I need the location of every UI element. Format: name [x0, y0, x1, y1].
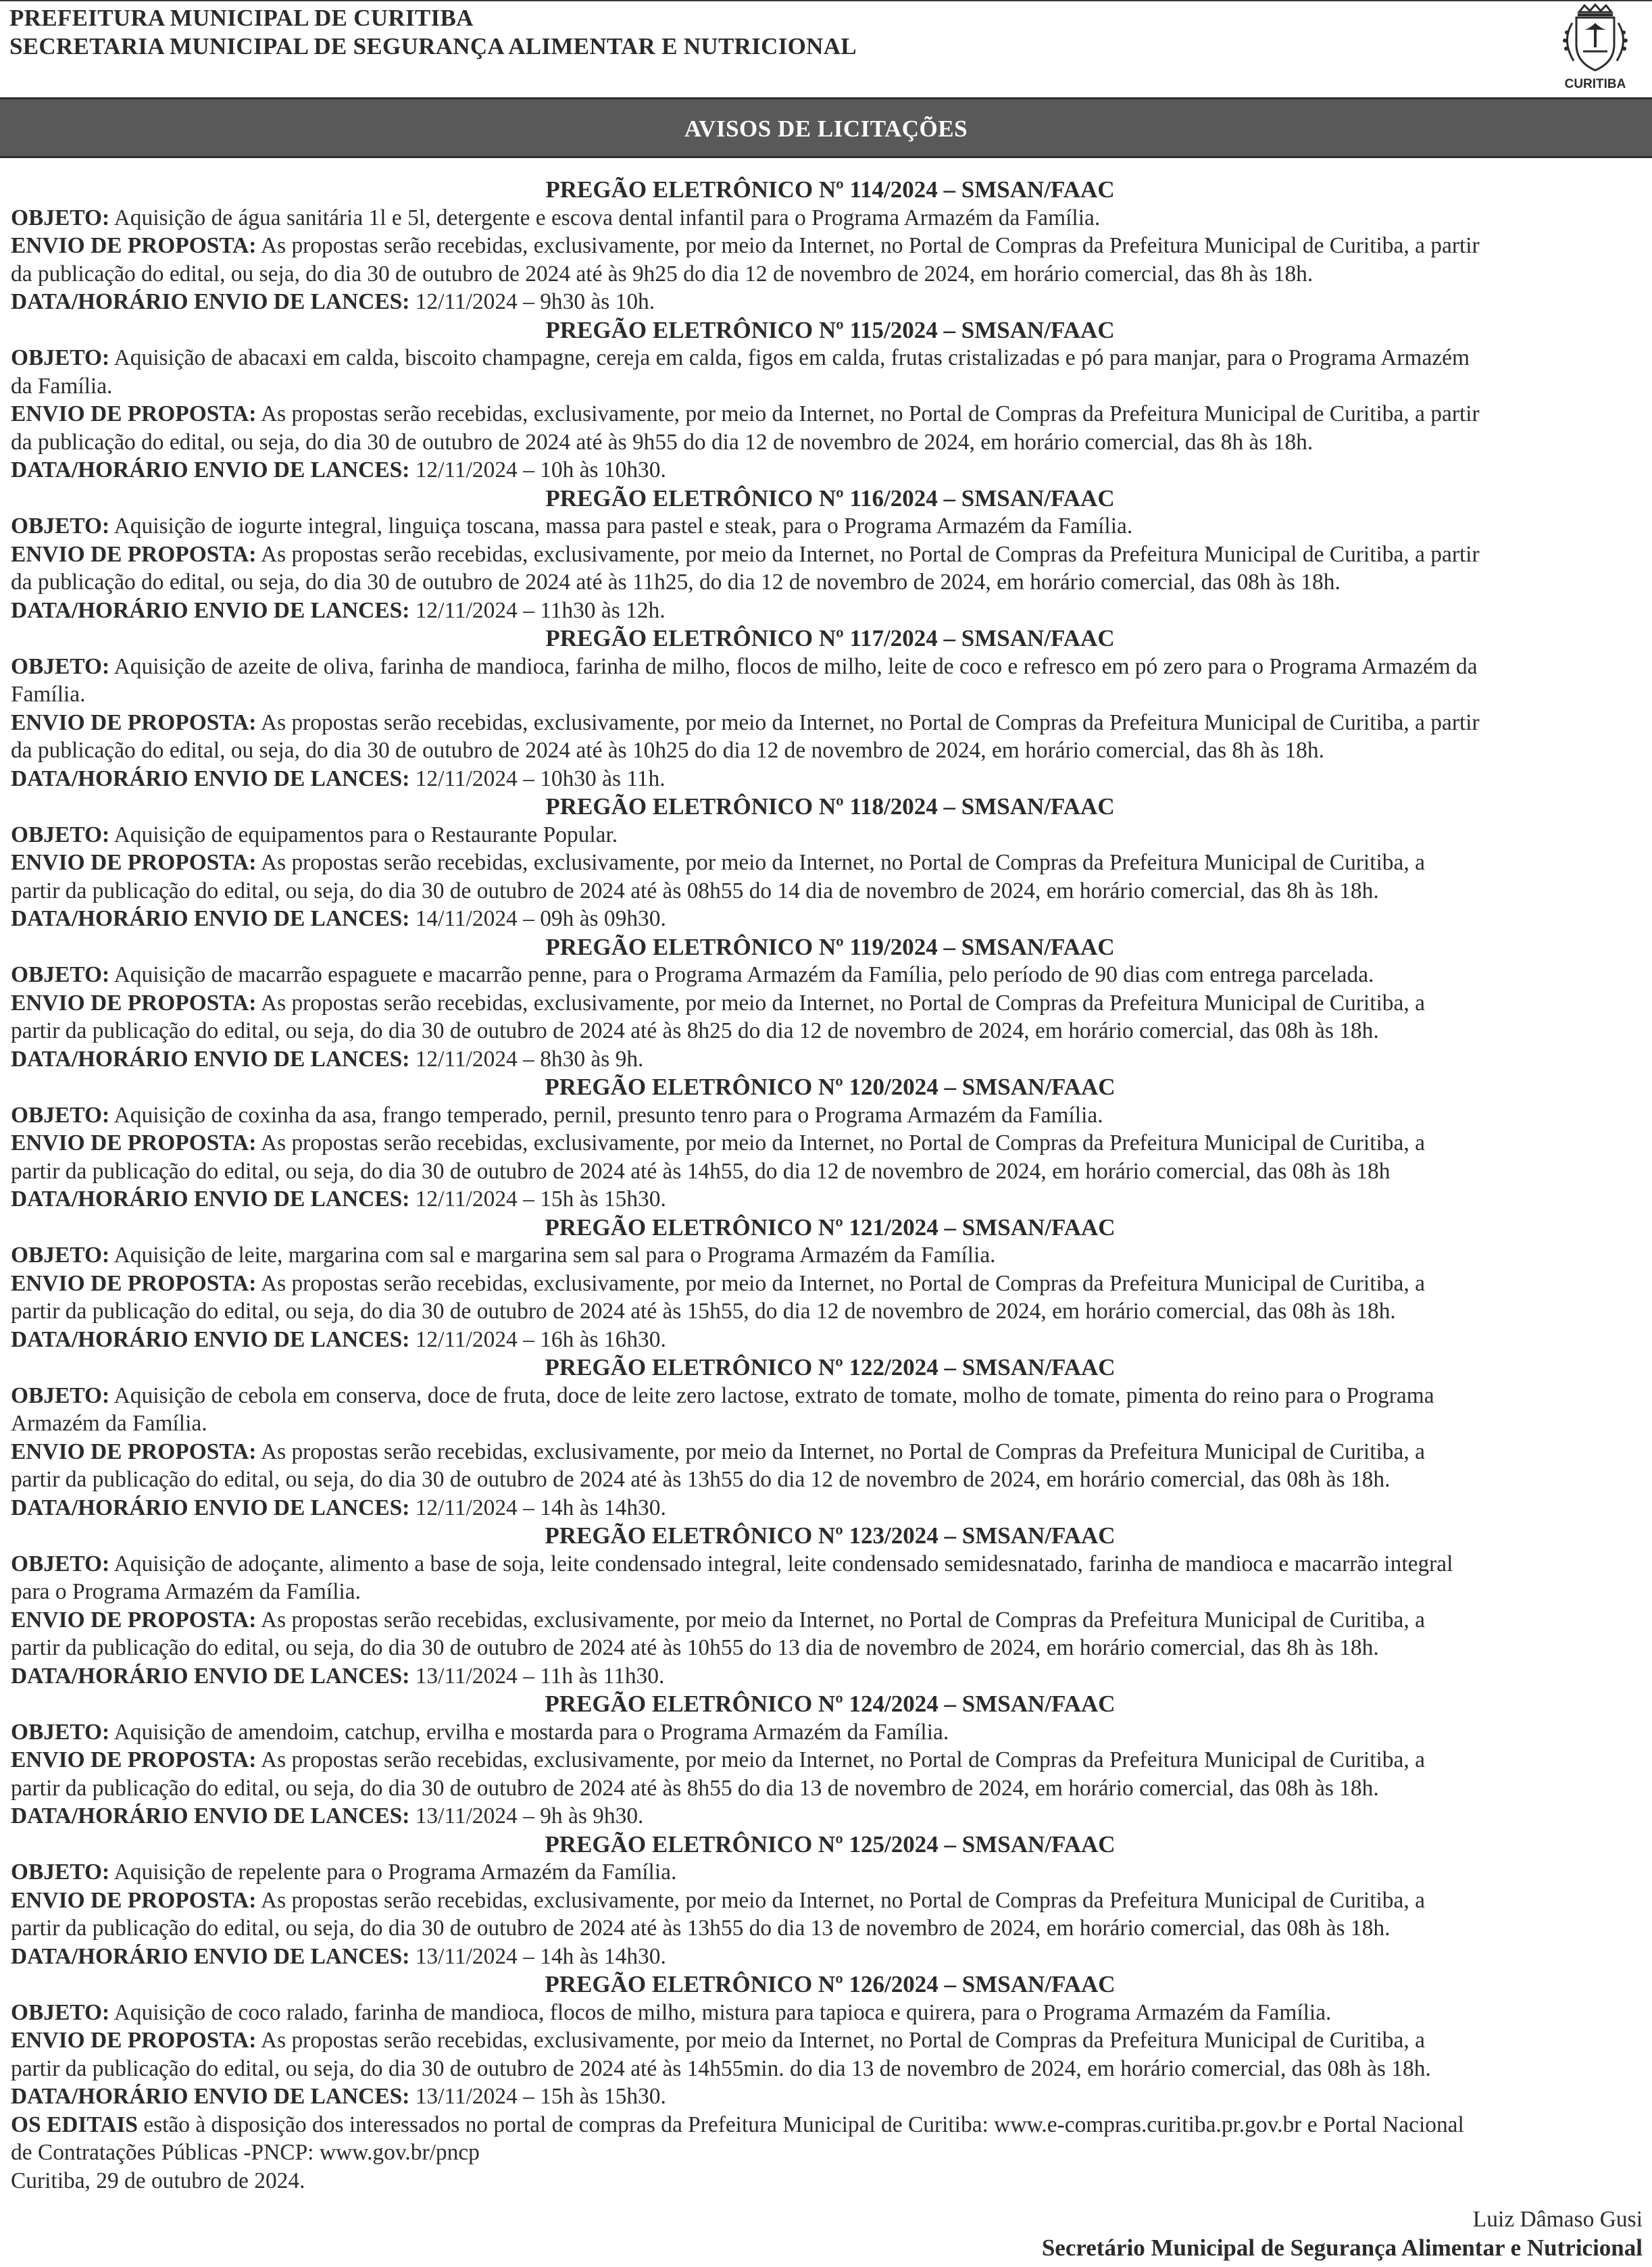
- envio-text: As propostas serão recebidas, exclusivamente, por meio da Internet, no Portal de Compras da Prefeitura Municipal de Curitiba, a: [260, 1747, 1425, 1772]
- envio-line: [11, 1297, 1646, 1326]
- envio-label: ENVIO DE PROPOSTA:: [11, 401, 257, 426]
- envio-text: As propostas serão recebidas, exclusivamente, por meio da Internet, no Portal de Compras da Prefeitura Municipal de Curitiba, a: [260, 850, 1425, 875]
- envio-label: ENVIO DE PROPOSTA:: [11, 1130, 257, 1155]
- lances-line: [11, 765, 1646, 793]
- notice-block: [11, 624, 1649, 793]
- objeto-label: OBJETO:: [11, 1551, 110, 1576]
- signatory-name: Luiz Dâmaso Gusi: [1472, 2207, 1643, 2232]
- envio-text: As propostas serão recebidas, exclusivamente, por meio da Internet, no Portal de Compras da Prefeitura Municipal de Curitiba, a: [260, 1887, 1425, 1913]
- objeto-text: Aquisição de equipamentos para o Restaurante Popular.: [114, 822, 618, 847]
- notice-title: PREGÃO ELETRÔNICO Nº 119/2024 – SMSAN/FAAC: [545, 933, 1115, 960]
- page-header: [9, 4, 857, 61]
- objeto-line: [11, 1101, 1646, 1130]
- notices-content: [11, 176, 1649, 2195]
- curitiba-logo: [1551, 3, 1639, 96]
- envio-text: partir da publicação do edital, ou seja, do dia 30 de outubro de 2024 até às 13h55 do dia 12 de novembro de 2024, em horário comercial, das 08h às 18h.: [11, 1467, 1391, 1492]
- objeto-line: [11, 512, 1646, 541]
- lances-label: DATA/HORÁRIO ENVIO DE LANCES:: [11, 2084, 410, 2109]
- objeto-line: [11, 1241, 1646, 1270]
- envio-line: [11, 1157, 1646, 1186]
- envio-label: ENVIO DE PROPOSTA:: [11, 990, 257, 1016]
- notice-title: PREGÃO ELETRÔNICO Nº 114/2024 – SMSAN/FAAC: [545, 176, 1115, 203]
- notice-title: PREGÃO ELETRÔNICO Nº 115/2024 – SMSAN/FAAC: [545, 316, 1115, 343]
- envio-line: [11, 709, 1646, 737]
- envio-text: partir da publicação do edital, ou seja, do dia 30 de outubro de 2024 até às 08h55 do 14 dia de novembro de 2024, em horário comercial, das 8h às 18h.: [11, 878, 1379, 903]
- notice-block: [11, 1073, 1649, 1214]
- objeto-label: OBJETO:: [11, 653, 110, 679]
- lances-label: DATA/HORÁRIO ENVIO DE LANCES:: [11, 1943, 410, 1969]
- lances-line: [11, 456, 1646, 484]
- objeto-text: Família.: [11, 682, 86, 707]
- envio-line: [11, 989, 1646, 1018]
- notice-block: [11, 793, 1649, 933]
- envio-text: As propostas serão recebidas, exclusivamente, por meio da Internet, no Portal de Compras da Prefeitura Municipal de Curitiba, a: [260, 1607, 1425, 1633]
- lances-line: [11, 1045, 1646, 1074]
- objeto-text: Aquisição de iogurte integral, linguiça toscana, massa para pastel e steak, para o Programa Armazém da Família.: [114, 514, 1133, 539]
- lances-line: [11, 1943, 1646, 1971]
- notice-block: [11, 1353, 1649, 1522]
- lances-label: DATA/HORÁRIO ENVIO DE LANCES:: [11, 1187, 410, 1212]
- envio-text: As propostas serão recebidas, exclusivamente, por meio da Internet, no Portal de Compras da Prefeitura Municipal de Curitiba, a partir: [260, 541, 1480, 567]
- lances-text: 12/11/2024 – 14h às 14h30.: [415, 1495, 666, 1520]
- objeto-label: OBJETO:: [11, 962, 110, 987]
- envio-line: [11, 1606, 1646, 1635]
- lances-line: [11, 1662, 1646, 1691]
- objeto-line: [11, 204, 1646, 232]
- objeto-label: OBJETO:: [11, 1999, 110, 2025]
- envio-label: ENVIO DE PROPOSTA:: [11, 541, 257, 567]
- objeto-line: [11, 680, 1646, 709]
- objeto-label: OBJETO:: [11, 1860, 110, 1885]
- envio-line: [11, 2055, 1646, 2083]
- lances-text: 12/11/2024 – 15h às 15h30.: [415, 1187, 666, 1212]
- objeto-text: Aquisição de adoçante, alimento a base de soja, leite condensado integral, leite condensado semidesnatado, farinha de mandioca e macarrão integral: [114, 1551, 1453, 1576]
- lances-label: DATA/HORÁRIO ENVIO DE LANCES:: [11, 457, 410, 482]
- envio-text: As propostas serão recebidas, exclusivamente, por meio da Internet, no Portal de Compras da Prefeitura Municipal de Curitiba, a: [260, 990, 1425, 1016]
- logo-wordmark: CURITIBA: [1564, 77, 1626, 91]
- lances-label: DATA/HORÁRIO ENVIO DE LANCES:: [11, 1326, 410, 1352]
- objeto-text: Aquisição de água sanitária 1l e 5l, detergente e escova dental infantil para o Programa Armazém da Família.: [114, 205, 1101, 230]
- lances-label: DATA/HORÁRIO ENVIO DE LANCES:: [11, 597, 410, 623]
- notice-title: PREGÃO ELETRÔNICO Nº 120/2024 – SMSAN/FAAC: [545, 1074, 1116, 1100]
- objeto-label: OBJETO:: [11, 514, 110, 539]
- envio-text: As propostas serão recebidas, exclusivamente, por meio da Internet, no Portal de Compras da Prefeitura Municipal de Curitiba, a partir: [260, 709, 1480, 735]
- lances-label: DATA/HORÁRIO ENVIO DE LANCES:: [11, 906, 410, 931]
- envio-line: [11, 1017, 1646, 1045]
- notice-block: [11, 1690, 1649, 1830]
- objeto-label: OBJETO:: [11, 205, 110, 230]
- signature-block: [1042, 2206, 1643, 2262]
- envio-label: ENVIO DE PROPOSTA:: [11, 1887, 257, 1913]
- lances-line: [11, 1494, 1646, 1522]
- envio-line: [11, 260, 1646, 289]
- envio-text: da publicação do edital, ou seja, do dia 30 de outubro de 2024 até às 10h25 do dia 12 de novembro de 2024, em horário comercial, das 8h às 18h.: [11, 738, 1324, 763]
- objeto-label: OBJETO:: [11, 822, 110, 847]
- envio-label: ENVIO DE PROPOSTA:: [11, 709, 257, 735]
- objeto-text: Aquisição de azeite de oliva, farinha de mandioca, farinha de milho, flocos de milho, leite de coco e refresco em pó zero para o Programa Armazém da: [114, 653, 1478, 679]
- envio-text: As propostas serão recebidas, exclusivamente, por meio da Internet, no Portal de Compras da Prefeitura Municipal de Curitiba, a partir: [260, 233, 1480, 258]
- objeto-label: OBJETO:: [11, 1382, 110, 1408]
- notice-block: [11, 1830, 1649, 1971]
- lances-label: DATA/HORÁRIO ENVIO DE LANCES:: [11, 1663, 410, 1689]
- lances-label: DATA/HORÁRIO ENVIO DE LANCES:: [11, 289, 410, 314]
- notice-title: PREGÃO ELETRÔNICO Nº 118/2024 – SMSAN/FAAC: [545, 793, 1115, 820]
- envio-label: ENVIO DE PROPOSTA:: [11, 850, 257, 875]
- objeto-text: Aquisição de coxinha da asa, frango temperado, pernil, presunto tenro para o Programa Armazém da Família.: [114, 1102, 1103, 1128]
- envio-label: ENVIO DE PROPOSTA:: [11, 1439, 257, 1464]
- envio-line: [11, 1746, 1646, 1774]
- objeto-label: OBJETO:: [11, 1719, 110, 1745]
- envio-line: [11, 1438, 1646, 1466]
- envio-text: partir da publicação do edital, ou seja, do dia 30 de outubro de 2024 até às 14h55min. do dia 13 de novembro de 2024, em horário comercial, das 08h às 18h.: [11, 2056, 1431, 2081]
- objeto-label: OBJETO:: [11, 1243, 110, 1268]
- lances-text: 14/11/2024 – 09h às 09h30.: [415, 906, 666, 931]
- envio-line: [11, 1129, 1646, 1157]
- lances-line: [11, 288, 1646, 316]
- envio-label: ENVIO DE PROPOSTA:: [11, 1270, 257, 1296]
- envio-line: [11, 877, 1646, 905]
- section-banner: [0, 97, 1652, 158]
- lances-text: 12/11/2024 – 11h30 às 12h.: [415, 597, 666, 623]
- envio-line: [11, 1634, 1646, 1662]
- objeto-line: [11, 653, 1646, 681]
- envio-line: [11, 1914, 1646, 1943]
- lances-line: [11, 1326, 1646, 1354]
- envio-text: partir da publicação do edital, ou seja, do dia 30 de outubro de 2024 até às 8h25 do dia 12 de novembro de 2024, em horário comercial, das 08h às 18h.: [11, 1018, 1379, 1043]
- envio-text: As propostas serão recebidas, exclusivamente, por meio da Internet, no Portal de Compras da Prefeitura Municipal de Curitiba, a: [260, 1270, 1425, 1296]
- envio-text: partir da publicação do edital, ou seja, do dia 30 de outubro de 2024 até às 8h55 do dia 13 de novembro de 2024, em horário comercial, das 08h às 18h.: [11, 1775, 1379, 1801]
- envio-line: [11, 1774, 1646, 1803]
- envio-text: partir da publicação do edital, ou seja, do dia 30 de outubro de 2024 até às 15h55, do dia 12 de novembro de 2024, em horário comercial, das 08h às 18h.: [11, 1299, 1396, 1324]
- objeto-line: [11, 1858, 1646, 1887]
- notice-title: PREGÃO ELETRÔNICO Nº 117/2024 – SMSAN/FAAC: [545, 625, 1115, 651]
- envio-text: partir da publicação do edital, ou seja, do dia 30 de outubro de 2024 até às 10h55 do 13 dia de novembro de 2024, em horário comercial, das 8h às 18h.: [11, 1635, 1379, 1660]
- editais-line: [11, 2111, 1646, 2139]
- envio-line: [11, 428, 1646, 457]
- envio-line: [11, 400, 1646, 428]
- lances-label: DATA/HORÁRIO ENVIO DE LANCES:: [11, 1495, 410, 1520]
- banner-title: AVISOS DE LICITAÇÕES: [684, 116, 968, 142]
- lances-text: 13/11/2024 – 11h às 11h30.: [415, 1663, 665, 1689]
- envio-line: [11, 232, 1646, 260]
- objeto-line: [11, 1550, 1646, 1578]
- lances-text: 13/11/2024 – 14h às 14h30.: [415, 1943, 666, 1969]
- top-rule: [0, 0, 1652, 1]
- notice-title: PREGÃO ELETRÔNICO Nº 122/2024 – SMSAN/FAAC: [545, 1354, 1116, 1380]
- objeto-text: da Família.: [11, 373, 113, 399]
- envio-line: [11, 1887, 1646, 1915]
- lances-text: 13/11/2024 – 15h às 15h30.: [415, 2084, 666, 2109]
- lances-text: 13/11/2024 – 9h às 9h30.: [415, 1803, 644, 1828]
- envio-text: As propostas serão recebidas, exclusivamente, por meio da Internet, no Portal de Compras da Prefeitura Municipal de Curitiba, a: [260, 1130, 1425, 1155]
- lances-text: 12/11/2024 – 9h30 às 10h.: [415, 289, 655, 314]
- editais-line: [11, 2139, 1646, 2167]
- notice-block: [11, 933, 1649, 1074]
- editais-text: de Contratações Públicas -PNCP: www.gov.br/pncp: [11, 2140, 480, 2165]
- objeto-text: Aquisição de repelente para o Programa Armazém da Família.: [114, 1860, 677, 1885]
- lances-line: [11, 1802, 1646, 1830]
- objeto-text: Armazém da Família.: [11, 1411, 207, 1436]
- lances-line: [11, 597, 1646, 625]
- notice-title: PREGÃO ELETRÔNICO Nº 126/2024 – SMSAN/FAAC: [545, 1971, 1116, 1997]
- notice-title: PREGÃO ELETRÔNICO Nº 121/2024 – SMSAN/FAAC: [545, 1214, 1116, 1241]
- envio-text: As propostas serão recebidas, exclusivamente, por meio da Internet, no Portal de Compras da Prefeitura Municipal de Curitiba, a partir: [260, 401, 1480, 426]
- notice-title: PREGÃO ELETRÔNICO Nº 125/2024 – SMSAN/FAAC: [545, 1830, 1116, 1858]
- notice-block: [11, 176, 1649, 316]
- lances-text: 12/11/2024 – 16h às 16h30.: [415, 1326, 666, 1352]
- objeto-text: Aquisição de abacaxi em calda, biscoito champagne, cereja em calda, figos em calda, frutas cristalizadas e pó para manjar, para o Programa Armazém: [114, 345, 1470, 370]
- notice-title: PREGÃO ELETRÔNICO Nº 123/2024 – SMSAN/FAAC: [545, 1522, 1116, 1549]
- envio-label: ENVIO DE PROPOSTA:: [11, 1607, 257, 1633]
- objeto-line: [11, 961, 1646, 989]
- lances-label: DATA/HORÁRIO ENVIO DE LANCES:: [11, 1803, 410, 1828]
- lances-line: [11, 2083, 1646, 2111]
- objeto-text: Aquisição de leite, margarina com sal e margarina sem sal para o Programa Armazém da Família.: [114, 1243, 996, 1268]
- objeto-line: [11, 1718, 1646, 1747]
- notice-block: [11, 484, 1649, 625]
- notice-title: PREGÃO ELETRÔNICO Nº 116/2024 – SMSAN/FAAC: [545, 484, 1115, 512]
- objeto-line: [11, 1382, 1646, 1410]
- envio-text: As propostas serão recebidas, exclusivamente, por meio da Internet, no Portal de Compras da Prefeitura Municipal de Curitiba, a: [260, 2028, 1425, 2053]
- envio-line: [11, 568, 1646, 597]
- objeto-line: [11, 1410, 1646, 1438]
- envio-line: [11, 1466, 1646, 1494]
- envio-line: [11, 737, 1646, 765]
- lances-text: 12/11/2024 – 10h às 10h30.: [415, 457, 666, 482]
- envio-line: [11, 2026, 1646, 2055]
- envio-label: ENVIO DE PROPOSTA:: [11, 2028, 257, 2053]
- lances-text: 12/11/2024 – 10h30 às 11h.: [415, 766, 666, 791]
- envio-text: da publicação do edital, ou seja, do dia 30 de outubro de 2024 até às 9h25 do dia 12 de novembro de 2024, em horário comercial, das 8h às 18h.: [11, 261, 1313, 287]
- envio-line: [11, 849, 1646, 877]
- coat-of-arms-icon: [1557, 3, 1633, 76]
- notice-block: [11, 316, 1649, 484]
- lances-line: [11, 1185, 1646, 1214]
- lances-label: DATA/HORÁRIO ENVIO DE LANCES:: [11, 1046, 410, 1072]
- objeto-line: [11, 821, 1646, 849]
- objeto-label: OBJETO:: [11, 1102, 110, 1128]
- objeto-line: [11, 1999, 1646, 2027]
- objeto-line: [11, 1578, 1646, 1606]
- envio-line: [11, 541, 1646, 569]
- envio-line: [11, 1270, 1646, 1298]
- place-date: Curitiba, 29 de outubro de 2024.: [11, 2168, 305, 2193]
- header-line-2: SECRETARIA MUNICIPAL DE SEGURANÇA ALIMENTAR E NUTRICIONAL: [9, 33, 857, 59]
- editais-label: OS EDITAIS: [11, 2112, 138, 2137]
- editais-text: estão à disposição dos interessados no portal de compras da Prefeitura Municipal de Curitiba: www.e-compras.curitiba.pr.gov.br e Portal Nacional: [143, 2112, 1464, 2137]
- notice-block: [11, 1970, 1649, 2111]
- objeto-text: Aquisição de amendoim, catchup, ervilha e mostarda para o Programa Armazém da Família.: [114, 1719, 949, 1745]
- notice-title: PREGÃO ELETRÔNICO Nº 124/2024 – SMSAN/FAAC: [545, 1691, 1116, 1717]
- lances-text: 12/11/2024 – 8h30 às 9h.: [415, 1046, 644, 1072]
- header-line-1: PREFEITURA MUNICIPAL DE CURITIBA: [9, 5, 474, 31]
- objeto-line: [11, 372, 1646, 401]
- objeto-text: Aquisição de coco ralado, farinha de mandioca, flocos de milho, mistura para tapioca e quirera, para o Programa Armazém da Família.: [114, 1999, 1332, 2025]
- notice-block: [11, 1214, 1649, 1354]
- envio-label: ENVIO DE PROPOSTA:: [11, 1747, 257, 1772]
- objeto-label: OBJETO:: [11, 345, 110, 370]
- envio-text: da publicação do edital, ou seja, do dia 30 de outubro de 2024 até às 9h55 do dia 12 de novembro de 2024, em horário comercial, das 8h às 18h.: [11, 429, 1313, 455]
- envio-text: partir da publicação do edital, ou seja, do dia 30 de outubro de 2024 até às 13h55 do dia 13 de novembro de 2024, em horário comercial, das 08h às 18h.: [11, 1916, 1391, 1941]
- envio-text: da publicação do edital, ou seja, do dia 30 de outubro de 2024 até às 11h25, do dia 12 de novembro de 2024, em horário comercial, das 08h às 18h.: [11, 570, 1341, 595]
- lances-label: DATA/HORÁRIO ENVIO DE LANCES:: [11, 766, 410, 791]
- objeto-text: Aquisição de macarrão espaguete e macarrão penne, para o Programa Armazém da Família, pelo período de 90 dias com entrega parcelada.: [114, 962, 1374, 987]
- objeto-text: Aquisição de cebola em conserva, doce de fruta, doce de leite zero lactose, extrato de tomate, molho de tomate, pimenta do reino para o Programa: [114, 1382, 1434, 1408]
- objeto-text: para o Programa Armazém da Família.: [11, 1579, 361, 1604]
- envio-text: As propostas serão recebidas, exclusivamente, por meio da Internet, no Portal de Compras da Prefeitura Municipal de Curitiba, a: [260, 1439, 1425, 1464]
- envio-text: partir da publicação do edital, ou seja, do dia 30 de outubro de 2024 até às 14h55, do dia 12 de novembro de 2024, em horário comercial, das 08h às 18h: [11, 1158, 1391, 1184]
- objeto-line: [11, 344, 1646, 372]
- signatory-title: Secretário Municipal de Segurança Alimentar e Nutricional: [1041, 2235, 1643, 2261]
- lances-line: [11, 905, 1646, 933]
- envio-label: ENVIO DE PROPOSTA:: [11, 233, 257, 258]
- notice-block: [11, 1522, 1649, 1690]
